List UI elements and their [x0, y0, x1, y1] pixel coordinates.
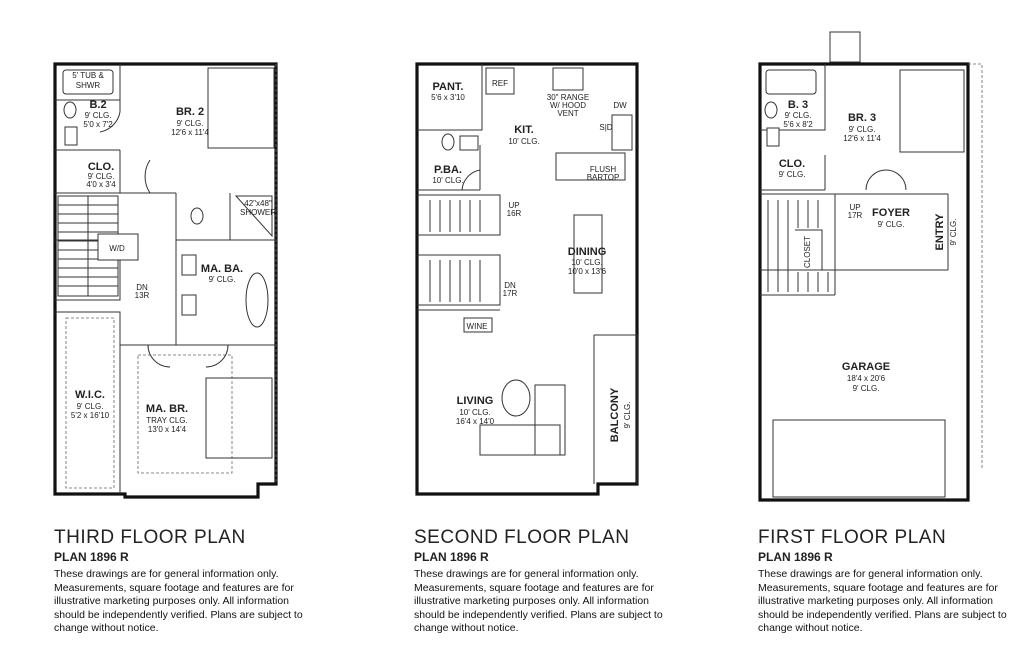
label-entry-2: 9' CLG.	[949, 218, 958, 246]
label-foyer-2: 9' CLG.	[877, 220, 905, 229]
first-floor-chimney	[830, 32, 860, 62]
label-br2-2: 9' CLG.	[176, 119, 204, 128]
first-floor-caption	[758, 528, 1018, 636]
sink-b3	[767, 128, 779, 146]
label-living-3: 16'4 x 14'0	[455, 417, 495, 426]
label-b3-2: 9' CLG.	[784, 111, 812, 120]
label-bartop-1: FLUSH	[589, 165, 617, 174]
label-closet: CLOSET	[803, 235, 812, 269]
label-dn2-1: DN	[504, 281, 516, 290]
second-floor-stairs	[430, 200, 480, 302]
door-pba	[462, 170, 480, 190]
label-b3-3: 5'6 x 8'2	[783, 120, 813, 129]
third-floor-walls-2	[55, 193, 230, 494]
label-range-3: VENT	[557, 109, 579, 118]
label-garage-3: 9' CLG.	[852, 384, 880, 393]
sink-maba-2	[182, 295, 196, 315]
label-sid: S|D	[599, 123, 613, 132]
coffee-table	[502, 380, 530, 416]
label-b3-1: B. 3	[787, 99, 809, 111]
label-wine: WINE	[466, 322, 488, 331]
first-floor-subtitle: PLAN 1896 R	[758, 550, 833, 564]
label-tub-2: SHWR	[75, 81, 101, 90]
sink-maba-1	[182, 255, 196, 275]
label-maba-1: MA. BA.	[200, 263, 244, 275]
label-living-2: 10' CLG.	[459, 408, 491, 417]
label-wic-3: 5'2 x 16'10	[70, 411, 110, 420]
label-dining-2: 10' CLG.	[571, 258, 603, 267]
label-maba-2: 9' CLG.	[208, 275, 236, 284]
label-wic-1: W.I.C.	[75, 389, 105, 401]
label-up1-1: UP	[849, 203, 861, 212]
toilet-b2	[64, 102, 76, 118]
label-up2-1: UP	[508, 201, 520, 210]
label-wd: W/D	[109, 244, 125, 253]
label-up2-2: 16R	[506, 209, 522, 218]
label-entry-1: ENTRY	[934, 213, 946, 251]
sink-pba	[460, 136, 478, 150]
second-floor-note: These drawings are for general information only. Measurements, square footage and features are for illustrative marketing purposes only. All information should be independently verified. Plans are subject to change without notice.	[414, 568, 663, 634]
label-clo1-1: CLO.	[778, 158, 806, 170]
label-clo1-2: 9' CLG.	[778, 170, 806, 179]
label-balcony-2: 9' CLG.	[623, 401, 632, 429]
first-floor-stairs	[768, 200, 828, 292]
kitchen-sink	[612, 115, 632, 150]
label-dn2-2: 17R	[502, 289, 518, 298]
second-floor-title: SECOND FLOOR PLAN	[414, 527, 630, 548]
label-pba-2: 10' CLG.	[432, 176, 464, 185]
label-range-1: 30" RANGE	[546, 93, 590, 102]
label-wic-2: 9' CLG.	[76, 402, 104, 411]
second-floor-caption	[414, 528, 674, 636]
toilet-pba	[442, 134, 454, 150]
label-br3-3: 12'6 x 11'4	[843, 134, 881, 143]
sink-b2	[65, 127, 77, 145]
label-mabr-1: MA. BR.	[145, 403, 189, 415]
label-balcony-1: BALCONY	[609, 387, 621, 443]
door-br3	[866, 170, 906, 190]
label-br3-2: 9' CLG.	[848, 125, 876, 134]
label-mabr-3: 13'0 x 14'4	[147, 425, 187, 434]
label-br2-1: BR. 2	[175, 106, 205, 118]
label-garage-2: 18'4 x 20'6	[846, 374, 886, 383]
label-pant-1: PANT.	[432, 81, 464, 93]
label-kit-2: 10' CLG.	[508, 137, 540, 146]
toilet-maba	[191, 208, 203, 224]
label-b2-3: 5'0 x 7'2	[83, 120, 113, 129]
first-floor-note: These drawings are for general information only. Measurements, square footage and features are for illustrative marketing purposes only. All information should be independently verified. Plans are subject to change without notice.	[758, 568, 1007, 634]
label-up1-2: 17R	[847, 211, 863, 220]
first-floor-dashline	[968, 64, 982, 470]
range	[553, 68, 583, 90]
label-range-2: W/ HOOD	[550, 101, 586, 110]
third-floor-subtitle: PLAN 1896 R	[54, 550, 129, 564]
third-floor-caption	[54, 528, 314, 636]
label-clo3-2: 9' CLG.	[87, 172, 115, 181]
label-clo3-3: 4'0 x 3'4	[86, 180, 116, 189]
label-pba-1: P.BA.	[434, 164, 462, 176]
label-dn3-1: DN	[136, 283, 148, 292]
label-dn3-2: 13R	[134, 291, 150, 300]
label-dw: DW	[613, 101, 627, 110]
label-mabr-2: TRAY CLG.	[146, 416, 188, 425]
second-floor-subtitle: PLAN 1896 R	[414, 550, 489, 564]
label-shower-1: 42"x48"	[244, 199, 272, 208]
door-br2	[145, 160, 150, 193]
label-foyer-1: FOYER	[872, 207, 910, 219]
tub-maba	[246, 273, 268, 327]
label-ref: REF	[492, 79, 508, 88]
label-shower-2: SHOWER	[240, 208, 276, 217]
door-mabr	[148, 345, 228, 367]
label-clo3-1: CLO.	[87, 161, 115, 173]
bed-br3	[900, 70, 964, 152]
label-b2-1: B.2	[89, 99, 107, 111]
label-bartop-2: BARTOP	[586, 173, 620, 182]
label-garage-1: GARAGE	[841, 361, 891, 373]
label-living-1: LIVING	[456, 395, 494, 407]
label-tub-1: 5' TUB &	[72, 71, 104, 80]
bed-br2	[208, 68, 274, 148]
bed-mabr	[206, 378, 272, 458]
label-pant-2: 5'6 x 3'10	[431, 93, 465, 102]
label-b2-2: 9' CLG.	[84, 111, 112, 120]
label-br2-3: 12'6 x 11'4	[171, 128, 209, 137]
third-floor-title: THIRD FLOOR PLAN	[54, 527, 246, 548]
tub-b3	[766, 70, 816, 94]
toilet-b3	[765, 102, 777, 118]
label-br3-1: BR. 3	[847, 112, 877, 124]
first-floor-title: FIRST FLOOR PLAN	[758, 527, 947, 548]
third-floor-note: These drawings are for general information only. Measurements, square footage and features are for illustrative marketing purposes only. All information should be independently verified. Plans are subject to change without notice.	[54, 568, 303, 634]
label-dining-1: DINING	[567, 246, 607, 258]
label-kit-1: KIT.	[514, 124, 534, 136]
label-dining-3: 10'0 x 13'6	[567, 267, 607, 276]
